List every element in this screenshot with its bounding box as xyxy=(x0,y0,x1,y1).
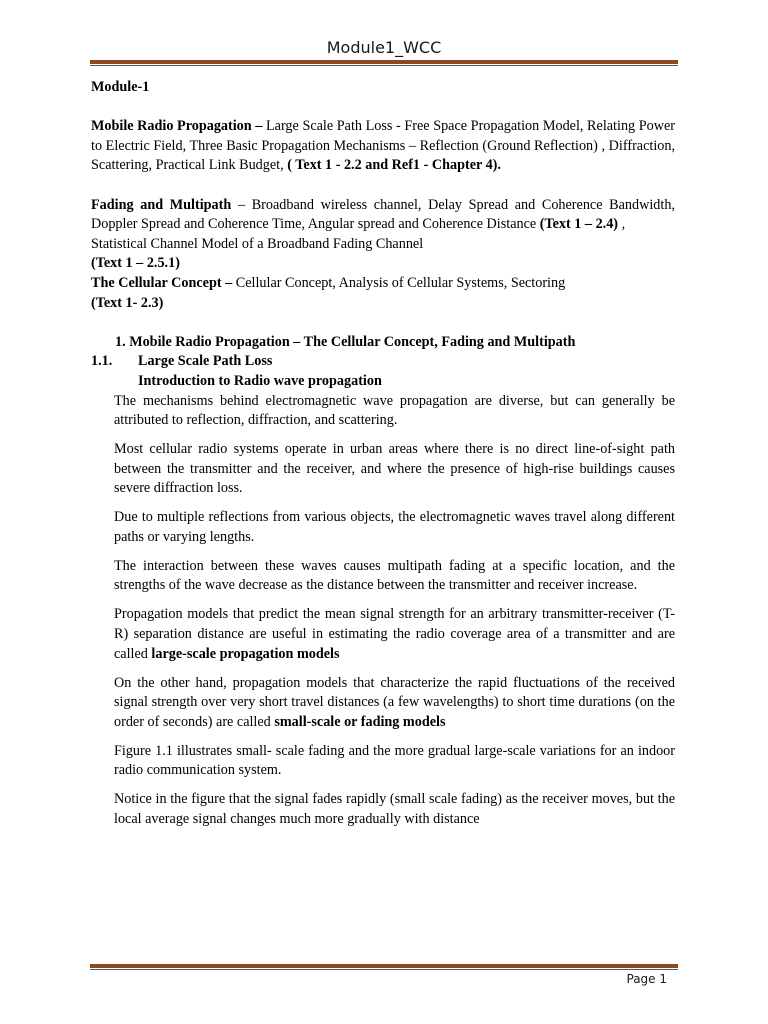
paragraph xyxy=(114,674,675,733)
subsection-title: Large Scale Path Loss xyxy=(138,353,273,370)
syllabus-ref-tail: , xyxy=(618,216,626,233)
spacer xyxy=(91,98,675,118)
header-rule xyxy=(90,60,678,64)
syllabus-ref: ( Text 1 - 2.2 and Ref1 - Chapter 4). xyxy=(287,157,501,174)
footer-rule xyxy=(90,964,678,968)
section-heading: 1. Mobile Radio Propagation – The Cellular Concept, Fading and Multipath xyxy=(115,333,576,350)
syllabus-heading: Fading and Multipath xyxy=(91,196,232,213)
document-body xyxy=(91,78,675,839)
paragraph-bold-term: large-scale propagation models xyxy=(151,645,340,662)
syllabus-heading: The Cellular Concept – xyxy=(91,274,233,291)
syllabus-stat-line: Statistical Channel Model of a Broadband Fading Channel xyxy=(91,235,424,252)
syllabus-fading xyxy=(91,196,675,235)
syllabus-cellular xyxy=(91,274,675,294)
paragraph: Figure 1.1 illustrates small- scale fading and the more gradual large-scale variations for an indoor radio communication system. xyxy=(114,742,675,779)
subsection-number: 1.1. xyxy=(91,353,113,370)
page-number: Page 1 xyxy=(626,972,667,986)
subsubsection-title: Introduction to Radio wave propagation xyxy=(138,372,382,389)
paragraph-bold-term: small-scale or fading models xyxy=(274,713,446,730)
syllabus-body: – Broadband wireless channel, Delay Spread and Coherence Bandwidth, Doppler Spread and Coherence Time, Angular spread and Coherence Distance xyxy=(91,196,675,233)
paragraph: The interaction between these waves causes multipath fading at a specific location, and the strengths of the wave decrease as the distance between the transmitter and receiver increase. xyxy=(114,557,675,594)
section-body xyxy=(91,392,675,830)
paragraph-text: Propagation models that predict the mean signal strength for an arbitrary transmitter-receiver (T-R) separation distance are useful in estimating the radio coverage area of a transmitter and are called xyxy=(114,606,675,662)
paragraph: Due to multiple reflections from various objects, the electromagnetic waves travel along different paths or varying lengths. xyxy=(114,509,675,545)
spacer xyxy=(91,176,675,196)
paragraph xyxy=(114,605,675,664)
paragraph: Notice in the figure that the signal fades rapidly (small scale fading) as the receiver moves, but the local average signal changes much more gradually with distance xyxy=(114,791,675,827)
syllabus-ref: (Text 1 – 2.4) xyxy=(539,216,619,233)
paragraph: The mechanisms behind electromagnetic wave propagation are diverse, but can generally be attributed to reflection, diffraction, and scattering. xyxy=(114,392,675,429)
syllabus-body: Large Scale Path Loss - Free Space Propagation Model, Relating Power to Electric Field, Three Basic Propagation Mechanisms – Reflection (Ground Reflection) , Diffraction, Scattering, Practical Link Budget, xyxy=(91,118,675,174)
syllabus-body: Cellular Concept, Analysis of Cellular Systems, Sectoring xyxy=(232,274,566,291)
syllabus-heading: Mobile Radio Propagation – xyxy=(91,118,263,135)
page-header-title: Module1_WCC xyxy=(326,38,442,57)
paragraph: Most cellular radio systems operate in urban areas where there is no direct line-of-sight path between the transmitter and the receiver, and where the presence of high-rise buildings causes severe diffraction loss. xyxy=(114,441,675,497)
syllabus-stat-ref: (Text 1 – 2.5.1) xyxy=(91,255,180,272)
paragraph-text: On the other hand, propagation models that characterize the rapid fluctuations of the received signal strength over very short travel distances (a few wavelengths) to short time durations (on the order of seconds) are called xyxy=(114,674,675,730)
spacer xyxy=(91,313,675,333)
syllabus-mobile-radio xyxy=(91,117,675,176)
module-title: Module-1 xyxy=(91,79,150,95)
syllabus-cellular-ref: (Text 1- 2.3) xyxy=(91,294,164,311)
subsection-heading xyxy=(91,352,675,372)
